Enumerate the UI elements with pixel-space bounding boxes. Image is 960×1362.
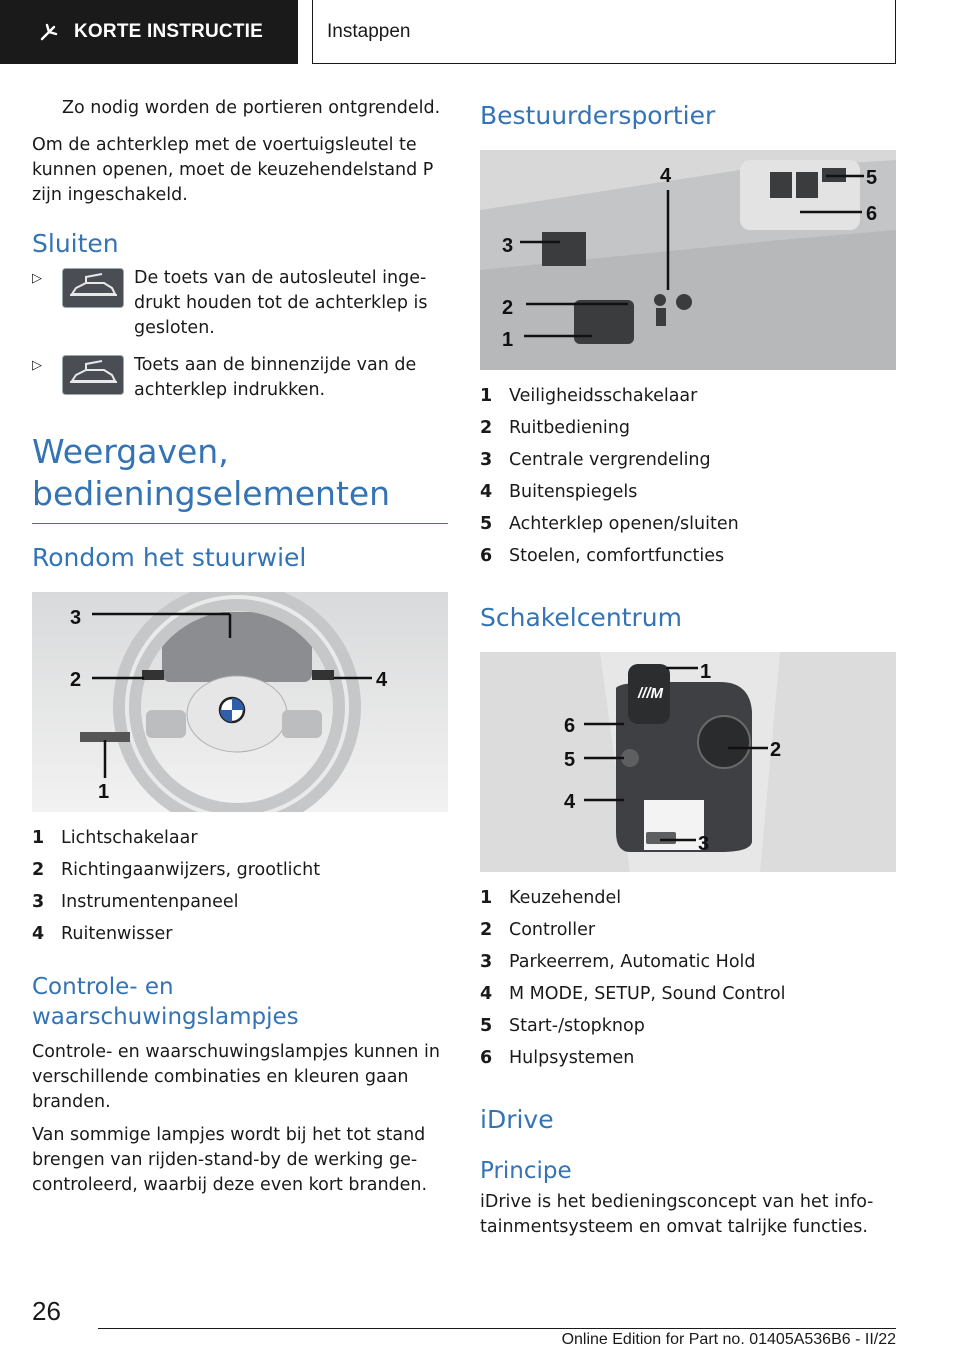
callout-2: 2 <box>770 739 782 761</box>
center-console-legend <box>480 882 896 1074</box>
paragraph-lamps-2: Van sommige lampjes wordt bij het tot stand brengen van rijden-stand-by de werking gecontroleerd, waarbij deze even kort branden. <box>32 1125 428 1195</box>
triangle-bullet-icon: ▷ <box>32 271 42 286</box>
bullet-text-line: Toets aan de binnenzijde van de <box>134 355 417 375</box>
callout-4: 4 <box>564 791 576 813</box>
paragraph-idrive: iDrive is het bedieningsconcept van het infotainmentsysteem en omvat talrijke functies. <box>480 1192 874 1237</box>
quick-reference-icon <box>38 21 60 43</box>
callout-2: 2 <box>502 297 514 319</box>
legend-item: 5 Achterklep openen/sluiten <box>480 514 739 534</box>
legend-item: 1 Lichtschakelaar <box>32 828 198 848</box>
legend-item: 6 Hulpsystemen <box>480 1048 635 1068</box>
chapter-heading-block <box>32 431 448 524</box>
callout-2: 2 <box>70 669 82 691</box>
tailgate-button-icon <box>62 268 124 308</box>
bullet-text-line: De toets van de autosleutel inge- <box>134 268 427 288</box>
steering-wheel-photo <box>32 592 448 812</box>
heading-idrive: iDrive <box>480 1105 554 1134</box>
legend-item: 4 Buitenspiegels <box>480 482 638 502</box>
bullet-text-line: drukt houden tot de achterklep is <box>134 293 428 313</box>
legend-item: 3 Centrale vergrendeling <box>480 450 711 470</box>
steering-wheel-legend <box>32 822 448 950</box>
page-number: 26 <box>32 1296 61 1326</box>
callout-3: 3 <box>698 833 710 855</box>
callout-3: 3 <box>70 607 82 629</box>
heading-steering-wheel: Rondom het stuurwiel <box>32 543 307 572</box>
heading-lamps-1: Controle- en <box>32 974 174 1000</box>
paragraph-unlock: Zo nodig worden de portieren ontgrendeld. <box>62 98 441 118</box>
callout-4: 4 <box>660 165 672 187</box>
callout-1: 1 <box>700 661 712 683</box>
bullet-text-line: gesloten. <box>134 318 215 338</box>
footer-divider <box>98 1328 896 1329</box>
legend-item: 3 Instrumentenpaneel <box>32 892 239 912</box>
bullet-key-button <box>32 266 448 341</box>
bullet-text-line: achterklep indrukken. <box>134 380 326 400</box>
legend-item: 2 Ruitbediening <box>480 418 630 438</box>
callout-5: 5 <box>866 167 878 189</box>
section-title-box <box>312 0 896 64</box>
legend-item: 2 Controller <box>480 920 596 940</box>
right-column <box>480 96 896 1240</box>
legend-item: 4 Ruitenwisser <box>32 924 173 944</box>
callout-1: 1 <box>98 781 110 803</box>
callout-3: 3 <box>502 235 514 257</box>
section-title: Instappen <box>327 20 411 42</box>
center-console-photo <box>480 652 896 872</box>
legend-item: 1 Veiligheidsschakelaar <box>480 386 698 406</box>
heading-close: Sluiten <box>32 229 119 258</box>
heading-lamps-2: waarschuwingslampjes <box>32 1004 299 1030</box>
driver-door-legend <box>480 380 896 572</box>
callout-4: 4 <box>376 669 388 691</box>
bullet-inside-button <box>32 353 448 403</box>
callout-1: 1 <box>502 329 514 351</box>
legend-item: 1 Keuzehendel <box>480 888 622 908</box>
heading-principle: Principe <box>480 1158 572 1184</box>
paragraph-tailgate-key: Om de achterklep met de voertuigsleutel te kunnen openen, moet de keuzehendelstand P zijn ingeschakeld. <box>32 135 434 205</box>
heading-displays-controls-2: bedieningselementen <box>32 474 391 513</box>
heading-driver-door: Bestuurdersportier <box>480 101 716 130</box>
legend-item: 5 Start-/stopknop <box>480 1016 645 1036</box>
callout-6: 6 <box>564 715 576 737</box>
chapter-tab-label: KORTE INSTRUCTIE <box>74 21 263 42</box>
driver-door-photo <box>480 150 896 370</box>
svg-text:///M: ///M <box>638 685 663 702</box>
chapter-tab[interactable] <box>0 0 298 64</box>
callout-6: 6 <box>866 203 878 225</box>
callout-5: 5 <box>564 749 576 771</box>
legend-item: 3 Parkeerrem, Automatic Hold <box>480 952 756 972</box>
legend-item: 2 Richtingaanwijzers, grootlicht <box>32 860 321 880</box>
legend-item: 4 M MODE, SETUP, Sound Control <box>480 984 786 1004</box>
tailgate-button-icon <box>62 355 124 395</box>
triangle-bullet-icon: ▷ <box>32 358 42 373</box>
paragraph-lamps-1: Controle- en waarschuwingslampjes kunnen in verschillende combinaties en kleuren gaan branden. <box>32 1042 440 1112</box>
legend-item: 6 Stoelen, comfortfuncties <box>480 546 725 566</box>
edition-note: Online Edition for Part no. 01405A536B6 - II/22 <box>561 1331 896 1348</box>
left-column <box>32 96 448 1198</box>
heading-center-console: Schakelcentrum <box>480 603 682 632</box>
heading-displays-controls-1: Weergaven, <box>32 432 229 471</box>
